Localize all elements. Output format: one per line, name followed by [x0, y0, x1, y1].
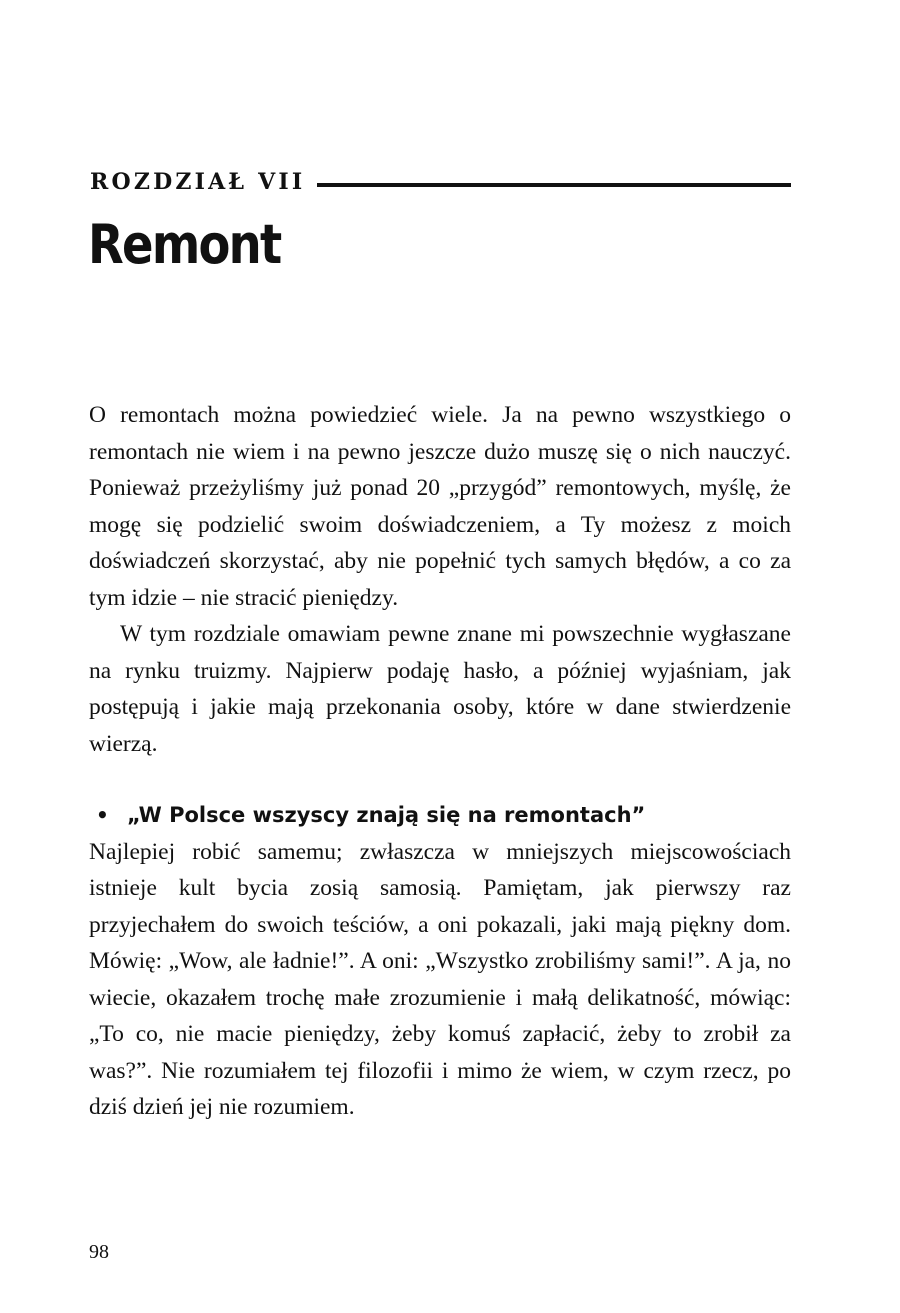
chapter-header: [90, 166, 791, 198]
bullet-marker: •: [96, 803, 109, 827]
chapter-title: Remont: [88, 213, 281, 276]
chapter-label: ROZDZIAŁ VII: [90, 169, 306, 195]
intro-section: [89, 397, 791, 762]
bullet-heading: „W Polsce wszyscy znają się na remontach”: [127, 803, 646, 827]
paragraph-1: O remontach można powiedzieć wiele. Ja na pewno wszystkiego o remontach nie wiem i na pewno jeszcze dużo muszę się o nich nauczyć. Ponieważ przeżyliśmy już ponad 20 „przygód” remontowych, myślę, że mogę się podzielić swoim doświadczeniem, a Ty możesz z moich doświadczeń skorzystać, aby nie popełnić tych samych błędów, a co za tym idzie – nie stracić pieniędzy.: [89, 402, 791, 611]
bullet-paragraph: Najlepiej robić samemu; zwłaszcza w mniejszych miejscowościach istnieje kult bycia zosią samosią. Pamiętam, jak pierwszy raz przyjechałem do swoich teściów, a oni pokazali, jaki mają piękny dom. Mówię: „Wow, ale ładnie!”. A oni: „Wszystko zrobiliśmy sami!”. A ja, no wiecie, okazałem trochę małe zrozumienie i małą delikatność, mówiąc: „To co, nie macie pieniędzy, żeby komuś zapłacić, żeby to zrobił za was?”. Nie rozumiałem tej filozofii i mimo że wiem, w czym rzecz, po dziś dzień jej nie rozumiem.: [89, 838, 791, 1120]
bullet-section: [89, 797, 791, 1126]
paragraph-2: W tym rozdziale omawiam pewne znane mi powszechnie wygłaszane na rynku truizmy. Najpierw podaję hasło, a później wyjaśniam, jak postępują i jakie mają przekonania osoby, które w dane stwierdzenie wierzą.: [89, 621, 791, 757]
bullet-heading-row: [89, 797, 791, 834]
chapter-rule: [317, 183, 791, 187]
page-number: 98: [89, 1241, 109, 1263]
